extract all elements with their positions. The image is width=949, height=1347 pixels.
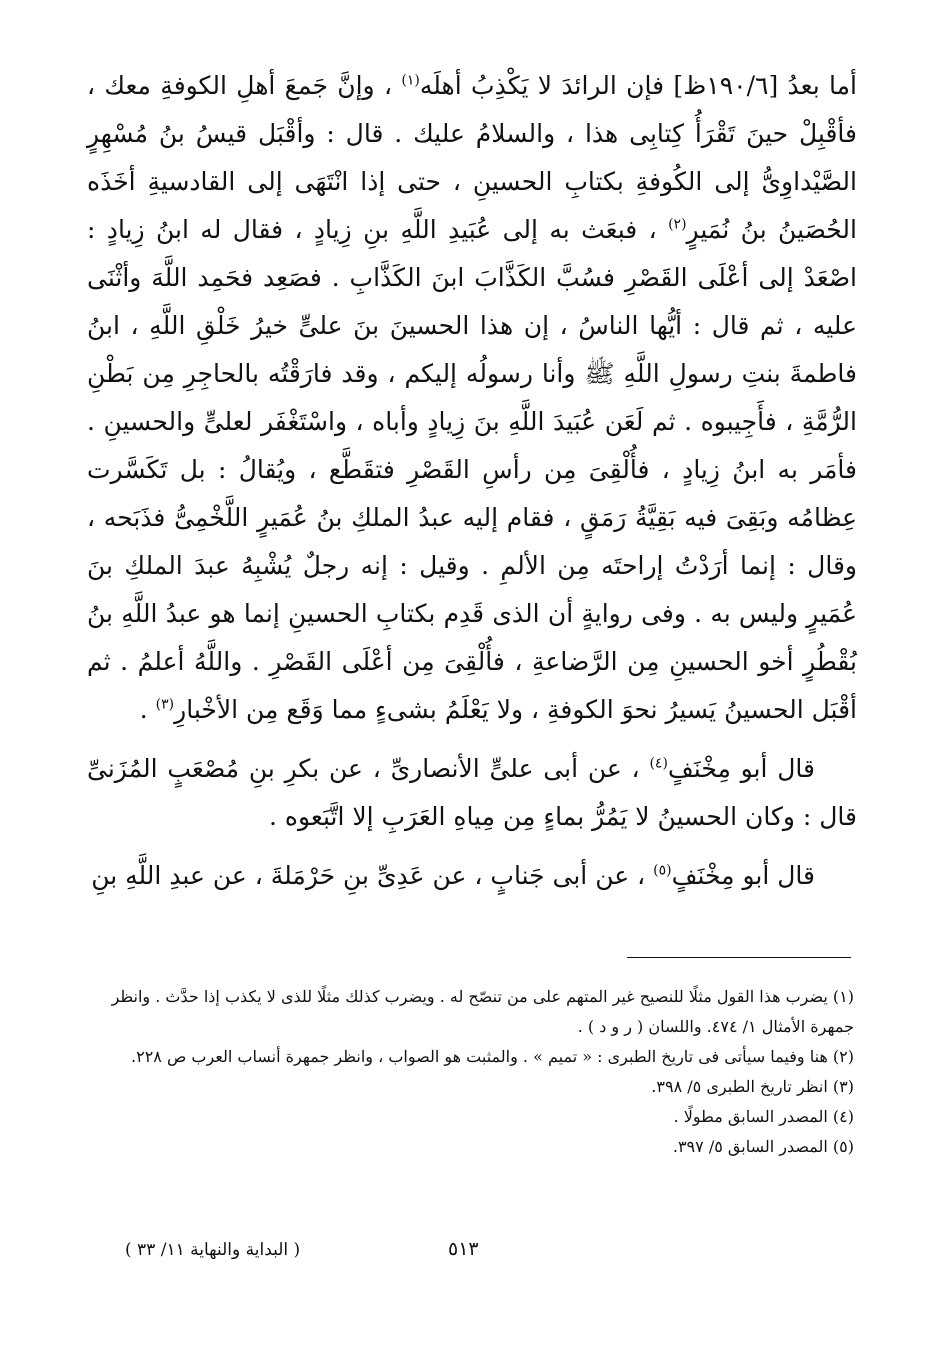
paragraph-2 (87, 745, 857, 841)
page-footer (0, 1238, 949, 1268)
paragraph-text-end: . (139, 695, 148, 724)
main-text-body (87, 62, 857, 900)
footnote-2: (٢) هنا وفيما سيأتى فى تاريخ الطبرى : « تميم » . والمثبت هو الصواب ، وانظر جمهرة أنساب العرب ص ٢٢٨. (131, 1047, 854, 1066)
paragraph-text: أما بعدُ [١٩٠/٦ظ] فإن الرائدَ لا يَكْذِبُ أهلَه (419, 71, 857, 100)
paragraph-text-continued: ، وإنَّ جَمعَ أهلِ الكوفةِ معك ، فأقْبِلْ حينَ تَقْرَأُ كِتابِى هذا ، والسلامُ عليك . قال : وأقْبَل قيسُ بنُ مُسْهِرٍ الصَّيْداوِىُّ إلى الكُوفةِ بكتابِ الحسينِ ، حتى إذا انْتَهَى إلى القادسيةِ أخَذَه الحُصَينُ بنُ نُمَيرٍ (87, 71, 857, 244)
running-title: ( البداية والنهاية ١١/ ٣٣ ) (125, 1240, 301, 1260)
footnote-marker-1: (١) (401, 72, 420, 89)
paragraph-text-continued: ، عن أبى جَنابٍ ، عن عَدِىِّ بنِ حَرْمَلةَ ، عن عبدِ اللَّهِ بنِ (91, 861, 646, 890)
footnote-3: (٣) انظر تاريخ الطبرى ٥/ ٣٩٨. (651, 1077, 854, 1096)
footnote-1: (١) يضرب هذا القول مثلًا للنصيح غير المتهم على من تنصّح له . ويضرب كذلك مثلًا للذى لا يكذب إذا حدَّث . وانظر جمهرة الأمثال ١/ ٤٧٤. واللسان ( ر و د ) . (111, 987, 854, 1036)
footnote-marker-3: (٣) (155, 696, 175, 713)
page-number: ٥١٣ (448, 1238, 479, 1260)
footnote-marker-4: (٤) (649, 755, 668, 772)
footnote-marker-5: (٥) (653, 862, 672, 879)
footnote-4: (٤) المصدر السابق مطولًا . (673, 1107, 854, 1126)
paragraph-text: قال أبو مِخْنَفٍ (671, 861, 815, 890)
paragraph-1 (87, 62, 857, 734)
footnote-marker-2: (٢) (668, 216, 687, 233)
paragraph-text-continued: ، عن أبى علىٍّ الأنصارىِّ ، عن بكرِ بنِ مُصْعَبٍ المُزَنىِّ قال : وكان الحسينُ لا يَمُرُّ بماءٍ مِن مِياهِ العَرَبِ إلا اتَّبَعوه . (87, 754, 857, 831)
paragraph-text-continued: ، فبعَث به إلى عُبَيدِ اللَّهِ بنِ زِيادٍ ، فقال له ابنُ زِيادٍ : اصْعَدْ إلى أعْلَى القَصْرِ فسُبَّ الكَذَّابَ ابنَ الكَذَّابِ . فصَعِد فحَمِد اللَّهَ وأثْنَى عليه ، ثم قال : أيُّها الناسُ ، إن هذا الحسينَ بنَ علىٍّ خيرُ خَلْقِ اللَّهِ ، ابنُ فاطمةَ بنتِ رسولِ اللَّهِ ﷺ وأنا رسولُه إليكم ، وقد فارَقْتُه بالحاجِرِ مِن بَطْنِ الرُّمَّةِ ، فأَجِيبوه . ثم لَعَن عُبَيدَ اللَّهِ بنَ زِيادٍ وأباه ، واسْتَغْفَر لعلىٍّ والحسينِ . فأمَر به ابنُ زِيادٍ ، فأُلْقِىَ مِن رأسِ القَصْرِ فتقَطَّع ، ويُقالُ : بل تَكَسَّرت عِظامُه وبَقِىَ فيه بَقِيَّةُ رَمَقٍ ، فقام إليه عبدُ الملكِ بنُ عُمَيرٍ اللَّخْمِىُّ فذَبَحه ، وقال : إنما أرَدْتُ إراحتَه مِن الألمِ . وقيل : إنه رجلٌ يُشْبِهُ عبدَ الملكِ بنَ عُمَيرٍ وليس به . وفى روايةٍ أن الذى قَدِم بكتابِ الحسينِ إنما هو عبدُ اللَّهِ بنُ بُقْطُرٍ أخو الحسينِ مِن الرَّضاعةِ ، فأُلْقِىَ مِن أعْلَى القَصْرِ . واللَّهُ أعلمُ . ثم أقْبَل الحسينُ يَسيرُ نحوَ الكوفةِ ، ولا يَعْلَمُ بشىءٍ مما وَقَع مِن الأخْبارِ (87, 215, 857, 724)
footnote-5: (٥) المصدر السابق ٥/ ٣٩٧. (672, 1137, 854, 1156)
paragraph-text: قال أبو مِخْنَفٍ (667, 754, 815, 783)
footnote-separator (627, 957, 851, 958)
paragraph-3 (87, 852, 857, 900)
footnotes (94, 982, 854, 1162)
